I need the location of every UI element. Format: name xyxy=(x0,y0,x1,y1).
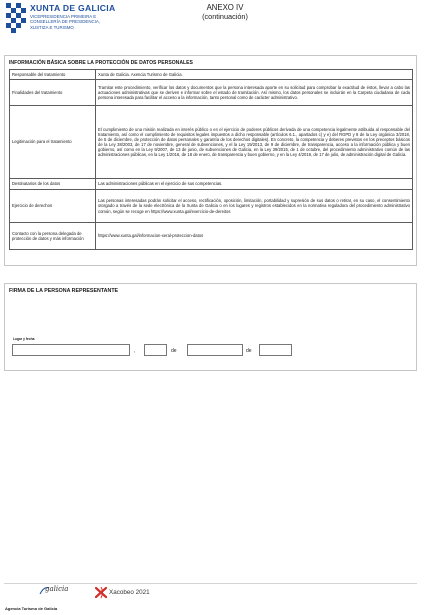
table-row xyxy=(10,223,413,250)
row-label: Destinatarios de los datos xyxy=(10,179,96,190)
comma-separator: , xyxy=(134,348,136,354)
de-separator: de xyxy=(171,348,177,354)
agency-name: Agencia Turismo de Galicia xyxy=(5,606,58,611)
table-row xyxy=(10,80,413,106)
xacobeo-logo-text: Xacobeo 2021 xyxy=(109,589,150,596)
department-line: XUSTIZA E TURISMO xyxy=(30,24,74,30)
row-label: Contacto con la persona delegada de protección de datos y más información xyxy=(10,223,96,250)
department-name xyxy=(30,14,100,30)
row-value: El cumplimiento de una misión realizada en interés público o en el ejercicio de poderes públicos derivada de una competencia legalmente atribuida al responsable del tratamiento, así como el cumplimiento de requisitos legales impuestos a dicho responsable (artículos 6.1., apartados c) y e) del RGPD y 8 de la Ley orgánica 3/2018, de 5 de diciembre, de protección de datos personales y garantía de los derechos digitales). En concreto, la competencia y deberes previstos en los preceptos básicos de la Ley 38/2003, de 17 de noviembre, general de subvenciones, y el la Ley 19/2013, de 9 de diciembre, de transparencia, acceso a la información pública y buen gobierno, así como en la Ley 9/2007, de 13 de junio, de subvenciones de Galicia, en la Ley 39/2015, de 1 de octubre, del procedimiento administrativo común de las administraciones públicas, en la Ley 1/2016, de 18 de enero, de transparencia y buen gobierno, y en la Ley 4/2019, de 17 de julio, de administración digital de Galicia. xyxy=(96,106,413,179)
row-value: Las administraciones públicas en el ejercicio de sus competencias. xyxy=(96,179,413,190)
department-line: VICEPRESIDENCIA PRIMEIRA E xyxy=(30,14,97,19)
row-label: Responsable del tratamiento xyxy=(10,70,96,80)
annex-subtitle: (continuación) xyxy=(202,12,248,21)
annex-title: ANEXO IV xyxy=(206,3,244,12)
page-header xyxy=(0,0,439,50)
galicia-logo-text: galicia xyxy=(45,585,69,593)
table-row xyxy=(10,190,413,223)
xunta-cross-icon xyxy=(6,3,28,37)
xacobeo-mark-icon xyxy=(95,586,107,599)
annex-heading xyxy=(190,3,260,21)
department-line: CONSELLERÍA DE PRESIDENCIA, xyxy=(30,19,101,25)
brand-name: XUNTA DE GALICIA xyxy=(30,3,116,13)
day-field[interactable] xyxy=(144,344,167,356)
privacy-info-link[interactable]: https://www.xunta.gal/informacion-xeral-proteccion-datos xyxy=(98,233,204,239)
xunta-logo xyxy=(6,3,126,43)
row-label: Ejercicio de derechos xyxy=(10,190,96,223)
xacobeo-logo xyxy=(95,586,155,600)
year-field[interactable] xyxy=(259,344,292,356)
section-title: INFORMACIÓN BÁSICA SOBRE LA PROTECCIÓN DE DATOS PERSONALES xyxy=(9,60,193,66)
galicia-logo xyxy=(38,584,78,600)
table-row xyxy=(10,106,413,179)
month-field[interactable] xyxy=(187,344,243,356)
row-value xyxy=(96,223,413,250)
row-value: Tramitar este procedimiento, verificar los datos y documentos que la persona interesada aporte en su solicitud para comprobar la exactitud de éstos, llevar a cabo las actuaciones administrativas que se deriven e informar sobre el estado de tramitación. Así mismo, los datos personales se incluirán en la Carpeta ciudadana de cada persona interesada para facilitar el acceso a la información, tanto personal como de carácter administrativo. xyxy=(96,80,413,106)
signature-section xyxy=(4,283,417,371)
data-protection-table xyxy=(9,69,413,250)
table-row xyxy=(10,179,413,190)
row-value: Xunta de Galicia. Axencia Turismo de Galicia. xyxy=(96,70,413,80)
data-protection-section xyxy=(4,55,417,266)
row-label: Finalidades del tratamiento xyxy=(10,80,96,106)
row-value: Las personas interesadas podrán solicitar el acceso, rectificación, oposición, limitación, portabilidad y supresión de sus datos o retirar, en su caso, el consentimiento otorgado a través de la sede electrónica de la Xunta de Galicia o en los lugares y registros establecidos en la normativa reguladora del procedimiento administrativo común, según se recoge en https://www.xunta.gal/exercicio-de-dereitos xyxy=(96,190,413,223)
place-field[interactable] xyxy=(12,344,130,356)
table-row xyxy=(10,70,413,80)
row-label: Legitimación para el tratamiento xyxy=(10,106,96,179)
de-separator: de xyxy=(246,348,252,354)
place-date-label: Lugar y fecha xyxy=(13,337,35,341)
signature-title: FIRMA DE LA PERSONA REPRESENTANTE xyxy=(9,288,119,294)
